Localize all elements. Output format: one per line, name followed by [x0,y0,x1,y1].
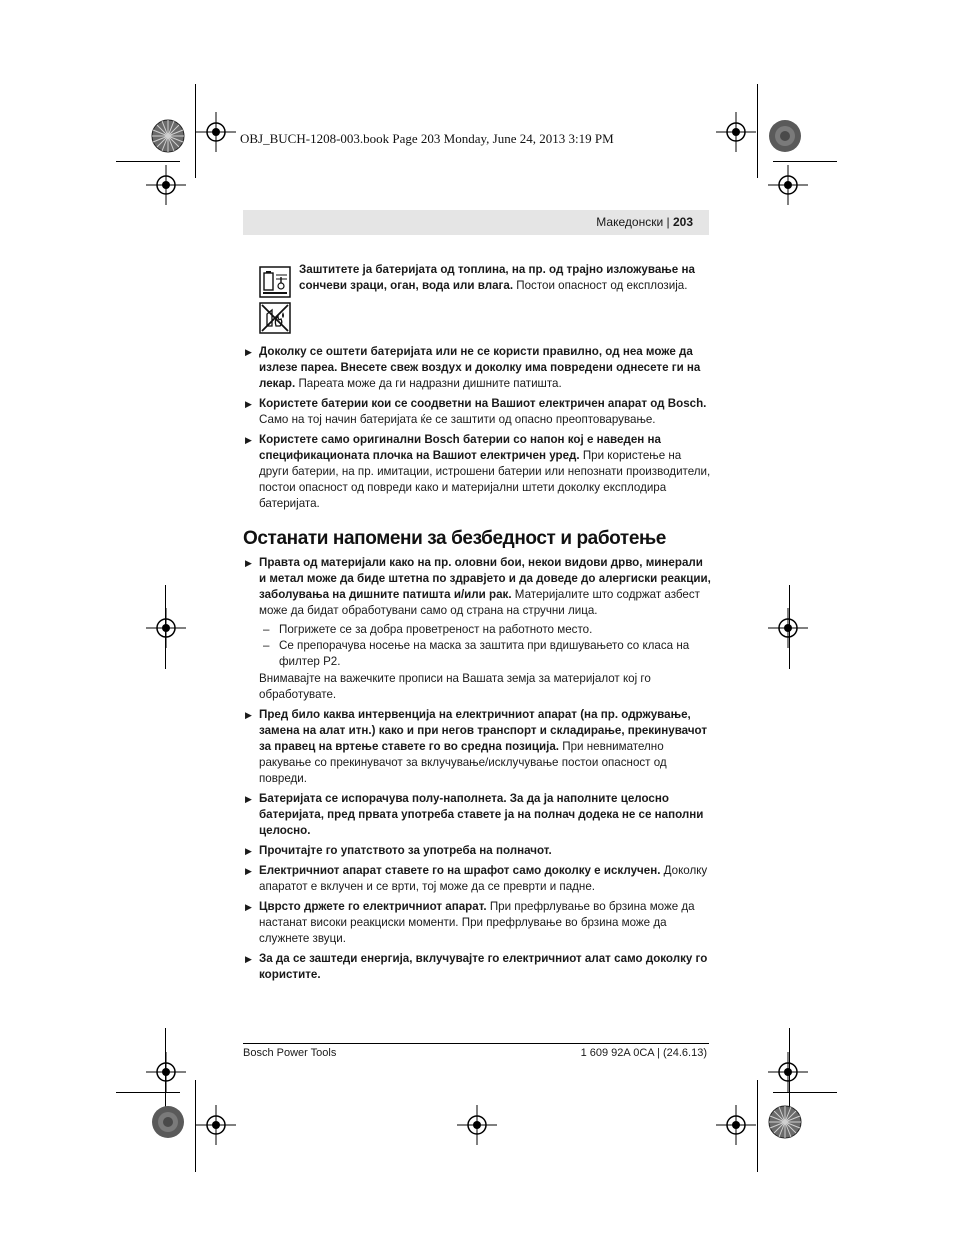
list-item-bold: Цврсто држете го електричниот апарат. [259,900,487,913]
list-item-bold: За да се заштеди енергија, вклучувајте го електричниот алат само доколку го користите. [259,952,708,981]
list-item [243,863,713,895]
list-item-text: Доколку апаратот е вклучен и се врти, тој може да се преврти и падне. [259,864,708,893]
section-title: Останати напомени за безбедност и работење [243,528,666,549]
registration-crosshair-icon [146,1052,186,1092]
battery-warning-block [243,262,713,340]
registration-crosshair-icon [196,112,236,152]
list-item-bold: Прочитајте го упатството за употреба на полначот. [259,844,552,857]
crop-line [116,161,180,162]
crop-line [773,161,837,162]
page-header [243,210,709,235]
registration-crosshair-icon [146,165,186,205]
list-item [243,344,713,392]
registration-crosshair-icon [146,608,186,648]
battery-warning-text [299,262,711,294]
header-text [596,215,693,229]
footer-brand: Bosch Power Tools [243,1047,337,1059]
crop-line [757,1080,758,1172]
registration-crosshair-icon [457,1105,497,1145]
crop-line [116,1092,180,1093]
list-item [243,707,713,787]
file-info-line: OBJ_BUCH-1208-003.book Page 203 Monday, June 24, 2013 3:19 PM [240,131,614,146]
list-item [243,951,713,983]
list-item-text: Материјалите што содржат азбест може да бидат обработувани само од страна на стручни лица. [259,588,700,617]
list-item-bold: Електричниот апарат ставете го на шрафот само доколку е исклучен. [259,864,661,877]
footer-divider [243,1043,709,1044]
registration-crosshair-icon [196,1105,236,1145]
footer-doc-number: 1 609 92A 0CA | (24.6.13) [580,1047,707,1059]
list-item-text: Само на тој начин батеријата ќе се заштити од опасно преоптоварување. [259,413,656,426]
battery-heat-warning-icon [259,266,291,298]
list-item [243,555,713,619]
calibration-circle-icon [768,119,802,153]
crop-line [757,84,758,178]
list-item-bold: Пред било каква интервенција на електричниот апарат (на пр. одржување, замена на алат итн.) како и при негов транспорт и складирање, прекинувачот за правец на вртење ставете го во средна позиција. [259,708,708,753]
calibration-circle-icon [768,1105,802,1139]
dash-item: – Погрижете се за добра проветреност на работното место. [243,622,713,638]
list-item-text: Пареата може да ги надразни дишните патишта. [295,377,562,390]
list-item [243,396,713,428]
warning-normal-text: Постои опасност од експлозија. [513,279,688,292]
list-item-text: При користење на други батерии, на пр. имитации, истрошени батерии или непознати производители, постои опасност од повреди како и материјални штети доколку експлодира батеријата. [259,449,711,510]
registration-crosshair-icon [716,112,756,152]
list-item-text: При невнимателно ракување со прекинувачот за вклучување/исклучување постои опасност од повреди. [259,740,667,785]
list-item-bold: Користете само оригинални Bosch батерии со напон кој е наведен на спецификационата плочка на Вашиот електричен уред. [259,433,661,462]
header-separator: | [666,215,670,229]
calibration-circle-icon [151,119,185,153]
battery-water-fire-warning-icon [259,302,291,334]
warning-bold-text: Заштитете ја батеријата од топлина, на пр. од трајно изложување на сончеви зраци, оган, вода или влага. [299,263,695,292]
list-item-bold: Користете батерии кои се соодветни на Вашиот електричен апарат од Bosch. [259,397,707,410]
list-item-bold: Доколку се оштети батеријата или не се користи правилно, од неа може да излезе пареа. Внесете свеж воздух и доколку има повредени однесете ги на лекар. [259,345,701,390]
registration-crosshair-icon [716,1105,756,1145]
list-item-bold: Правта од материјали како на пр. оловни бои, некои видови дрво, минерали и метал може да биде штетна по здравјето и да доведе до алергиски реакции, заболувања на дишните патишта и/или рак. [259,556,711,601]
registration-crosshair-icon [768,608,808,648]
calibration-circle-icon [151,1105,185,1139]
list-item-bold: Батеријата се испорачува полу-наполнета. За да ја наполните целосно батеријата, пред првата употреба ставете ја на полнач додека не се наполни целосно. [259,792,704,837]
page-content [243,262,713,983]
registration-crosshair-icon [768,1052,808,1092]
list-item [243,791,713,839]
page-number: 203 [672,215,693,229]
list-item-text: При префрлување во брзина може да настанат високи реакциски моменти. При префрлување во брзина може да служнете звуци. [259,900,695,945]
list-item [243,432,713,512]
registration-crosshair-icon [768,165,808,205]
list-item [243,843,713,859]
list-item [243,899,713,947]
dash-item: – Се препорачува носење на маска за заштита при вдишувањето со класа на филтер P2. [243,638,713,670]
header-language: Македонски [596,215,664,229]
note-text: Внимавајте на важечките прописи на Вашата земја за материјалот кој го обработувате. [259,672,651,701]
crop-line [773,1092,837,1093]
